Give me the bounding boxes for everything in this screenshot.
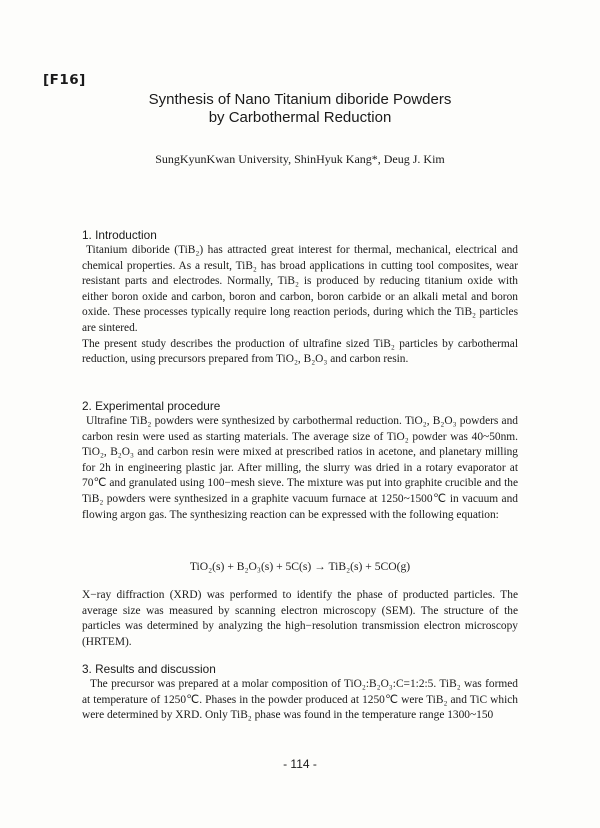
section-heading: 1. Introduction — [82, 228, 157, 242]
paragraph: Ultrafine TiB₂ powders were synthesized by carbothermal reduction. TiO₂, B₂O₃ powders and carbon resin were used as starting materials. The average size of TiO₂ powder was 40~50nm. TiO₂, B₂O₃ and carbon resin were mixed at prescribed ratios in acetone, and planetary milling for 2h in engineering plastic jar. After milling, the slurry was dried in a rotary evaporator at 70℃ and granulated using 100−mesh sieve. The mixture was put into graphite crucible and the TiB₂ powders were synthesized in a graphite vacuum furnace at 1250~1500℃ in vacuum and flowing argon gas. The synthesizing reaction can be expressed with the following equation: — [82, 415, 518, 521]
section-experimental — [82, 399, 518, 523]
section-heading: 2. Experimental procedure — [82, 399, 221, 413]
paragraph: The present study describes the production of ultrafine sized TiB₂ particles by carbothermal reduction, using precursors prepared from TiO₂, B₂O₃ and carbon resin. — [82, 337, 518, 366]
abstract-code: [F16] — [43, 72, 86, 88]
paragraph: Titanium diboride (TiB₂) has attracted great interest for thermal, mechanical, electrical and chemical properties. As a result, TiB₂ has broad applications in cutting tool composites, wear resistant parts and electrodes. Normally, TiB₂ is produced by reducing titanium oxide with either boron oxide and carbon, boron and carbon, boron carbide or an alkali metal and boron oxide. These processes typically require long reaction periods, during which the TiB₂ particles are sintered. — [82, 244, 518, 334]
page-number: - 114 - — [283, 757, 317, 771]
paragraph: X−ray diffraction (XRD) was performed to identify the phase of producted particles. The average size was measured by scanning electron microscopy (SEM). The structure of the particles was determined by analyzing the high−resolution transmission electron microscopy (HRTEM). — [82, 589, 518, 648]
reaction-equation: TiO₂(s) + B₂O₃(s) + 5C(s) → TiB₂(s) + 5CO(g) — [189, 560, 411, 573]
paragraph: The precursor was prepared at a molar composition of TiO₂:B₂O₃:C=1:2:5. TiB₂ was formed at temperature of 1250℃. Phases in the powder produced at 1250℃ were TiB₂ and TiC which were determined by XRD. Only TiB₂ phase was found in the temperature range 1300~150 — [82, 678, 518, 722]
experimental-continued — [82, 588, 518, 650]
title-line-2: by Carbothermal Reduction — [208, 109, 392, 126]
section-introduction — [82, 228, 518, 368]
authors: SungKyunKwan University, ShinHyuk Kang*, Deug J. Kim — [155, 152, 445, 166]
title-line-1: Synthesis of Nano Titanium diboride Powders — [148, 91, 452, 108]
section-results — [82, 662, 518, 724]
section-heading: 3. Results and discussion — [82, 662, 216, 676]
